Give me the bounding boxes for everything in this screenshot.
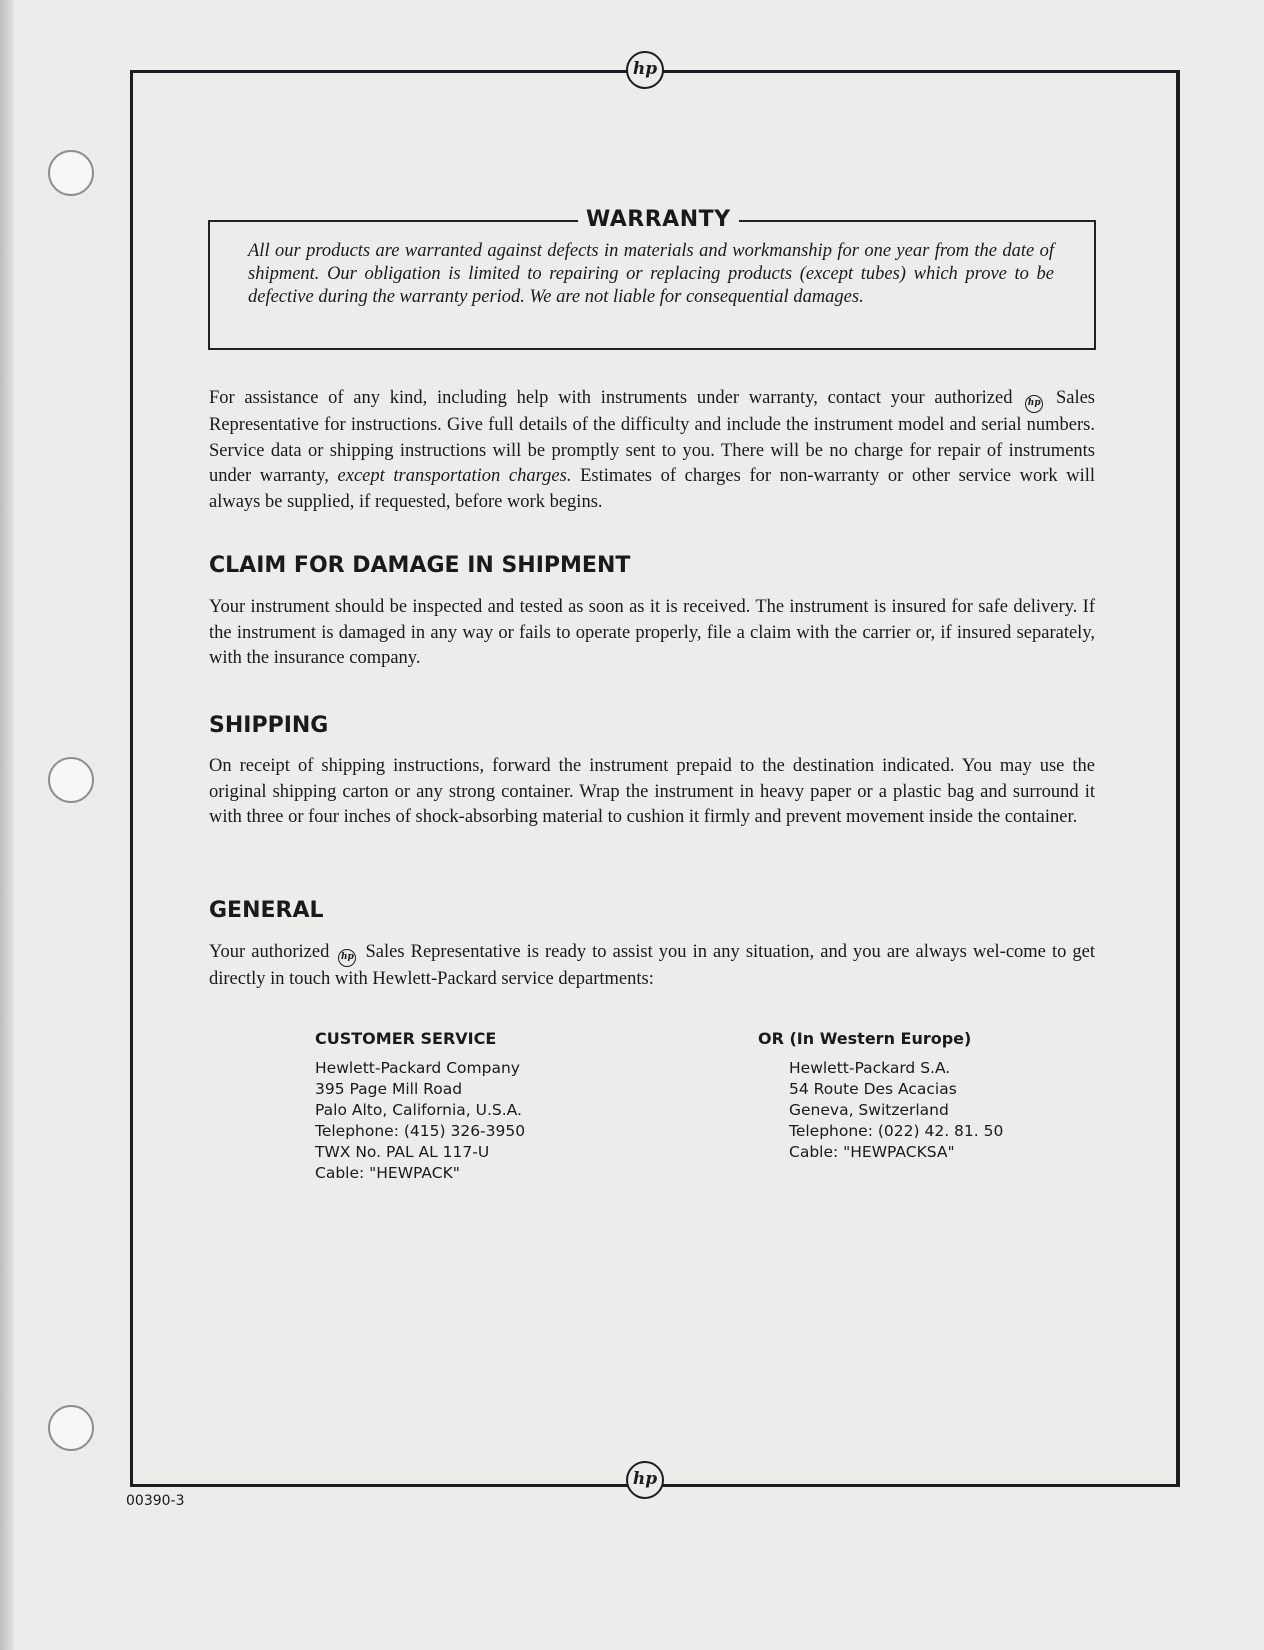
address-line: Palo Alto, California, U.S.A. xyxy=(315,1101,522,1119)
document-number: 00390-3 xyxy=(126,1493,185,1509)
claim-paragraph: Your instrument should be inspected and tested as soon as it is received. The instrument is insured for safe delivery. If the instrument is damaged in any way or fails to operate properly, file a claim with the carrier or, if insured separately, with the insurance company. xyxy=(209,597,1095,668)
warranty-title: WARRANTY xyxy=(578,206,739,234)
page-edge xyxy=(0,0,14,1650)
hp-logo-icon: hp xyxy=(338,949,356,967)
europe-address xyxy=(789,1058,1003,1163)
address-line: 54 Route Des Acacias xyxy=(789,1080,957,1098)
general-text-2: Sales Representative is ready to assist you in any situation, and you are always wel-come to get directly in touch with Hewlett-Packard service departments: xyxy=(209,942,1096,989)
shipping-heading: SHIPPING xyxy=(209,713,329,738)
address-line: Cable: "HEWPACKSA" xyxy=(789,1143,955,1161)
punch-hole-bottom xyxy=(48,1405,94,1451)
general-paragraph xyxy=(209,940,1095,993)
address-line: Hewlett-Packard Company xyxy=(315,1059,520,1077)
hp-logo-icon: hp xyxy=(626,1461,664,1499)
assistance-paragraph xyxy=(209,386,1095,515)
europe-title: OR (In Western Europe) xyxy=(758,1029,972,1048)
warranty-text: All our products are warranted against defects in materials and workmanship for one year from the date of shipment. Our obligation is limited to repairing or replacing products (except tubes) which prove to be defective during the warranty period. We are not liable for consequential damages. xyxy=(248,241,1054,307)
address-line: Cable: "HEWPACK" xyxy=(315,1164,460,1182)
customer-service-address xyxy=(315,1058,525,1184)
assistance-text-3: Estimates of charges for non-warranty or other service work will always be supplied, if requested, before work begins. xyxy=(209,466,1096,512)
hp-logo-icon: hp xyxy=(1025,395,1043,413)
hp-logo-icon: hp xyxy=(626,51,664,89)
assistance-text-2: Sales Representative for instructions. Give full details of the difficulty and include the instrument model and serial numbers. Service data or shipping instructions will be promptly sent to you. There will be no charge for repair of instruments under warranty, xyxy=(209,388,1095,486)
address-line: TWX No. PAL AL 117-U xyxy=(315,1143,490,1161)
address-line: 395 Page Mill Road xyxy=(315,1080,463,1098)
general-text-1: Your authorized xyxy=(209,942,330,962)
address-line: Geneva, Switzerland xyxy=(789,1101,949,1119)
claim-heading: CLAIM FOR DAMAGE IN SHIPMENT xyxy=(209,553,631,578)
assistance-text-1: For assistance of any kind, including help with instruments under warranty, contact your authorized xyxy=(209,388,1013,408)
address-line: Telephone: (415) 326-3950 xyxy=(315,1122,526,1140)
punch-hole-top xyxy=(48,150,94,196)
punch-hole-middle xyxy=(48,757,94,803)
assistance-emphasis: except transportation charges. xyxy=(337,466,572,486)
address-line: Hewlett-Packard S.A. xyxy=(789,1059,951,1077)
customer-service-title: CUSTOMER SERVICE xyxy=(315,1029,497,1048)
address-line: Telephone: (022) 42. 81. 50 xyxy=(789,1122,1004,1140)
shipping-paragraph: On receipt of shipping instructions, forward the instrument prepaid to the destination indicated. You may use the original shipping carton or any strong container. Wrap the instrument in heavy paper or a plastic bag and surround it with three or four inches of shock-absorbing material to cushion it firmly and prevent movement inside the container. xyxy=(209,756,1095,827)
general-heading: GENERAL xyxy=(209,898,324,923)
